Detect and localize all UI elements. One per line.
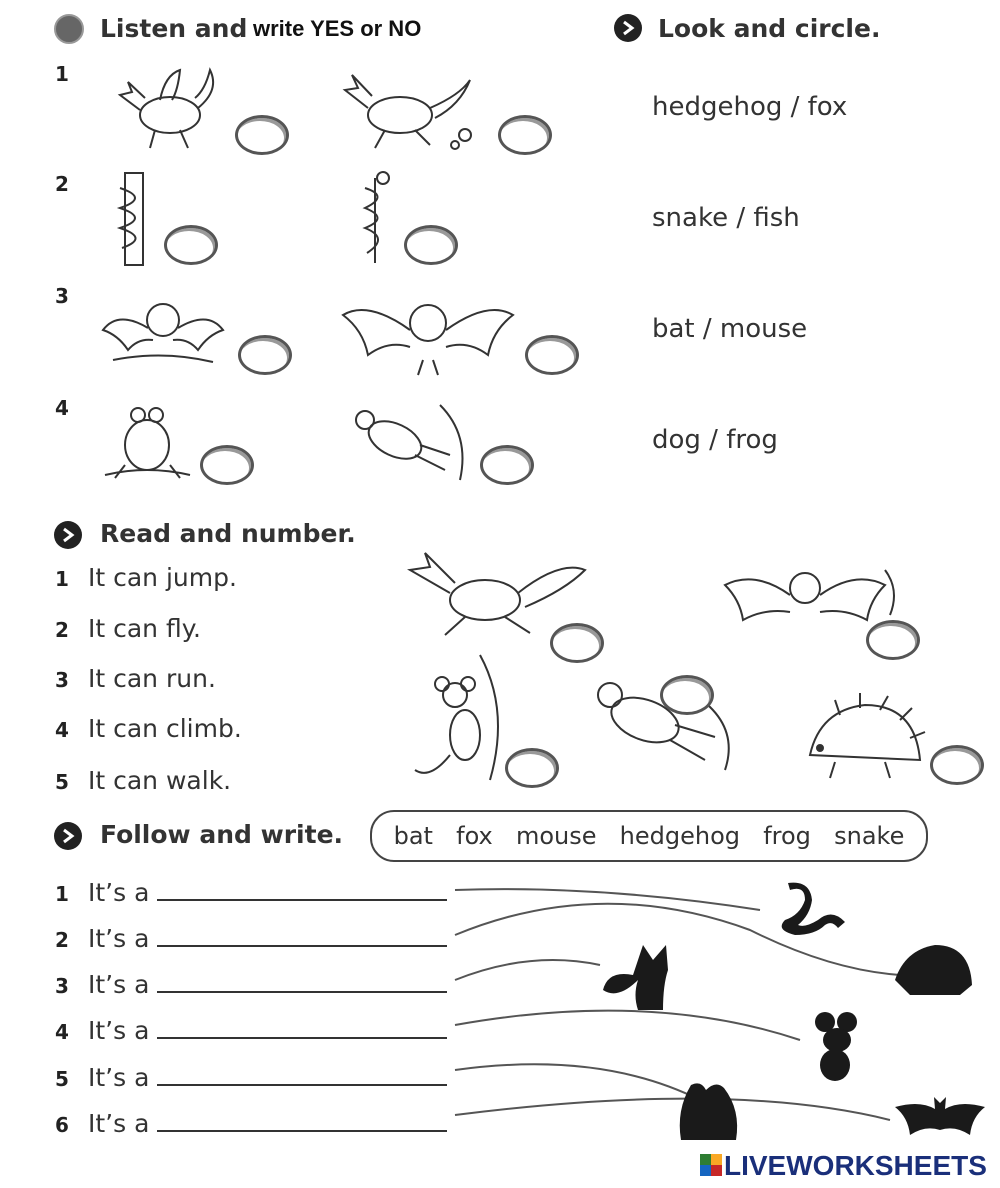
- read-title: Read and number.: [100, 519, 356, 548]
- circle-option[interactable]: snake / fish: [652, 203, 800, 233]
- hedgehog-icon: [790, 690, 930, 785]
- cd-icon: [54, 14, 84, 44]
- sentence-text: It can run.: [88, 664, 216, 693]
- listen-instruction: write YES or NO: [253, 16, 422, 41]
- look-title: Look and circle.: [658, 14, 881, 43]
- write-row-text: It’s a: [88, 1016, 150, 1045]
- word-bank: [370, 810, 928, 862]
- listen-row-number: 1: [55, 62, 69, 86]
- answer-oval[interactable]: [660, 675, 714, 715]
- arrow-right-icon: [54, 822, 82, 850]
- circle-option[interactable]: dog / frog: [652, 425, 778, 455]
- sentence-text: It can fly.: [88, 614, 201, 643]
- answer-oval[interactable]: [525, 335, 579, 375]
- mouse-silhouette-icon: [805, 1010, 865, 1085]
- write-row: [88, 1108, 447, 1138]
- tangle-line: [455, 1099, 890, 1120]
- frog-icon: [575, 665, 745, 775]
- answer-oval[interactable]: [238, 335, 292, 375]
- write-row-number: 4: [55, 1020, 69, 1044]
- arrow-right-icon: [614, 14, 642, 42]
- answer-oval[interactable]: [866, 620, 920, 660]
- fox-flying-icon: [110, 60, 230, 155]
- mouse-icon: [410, 650, 510, 785]
- fox-silhouette-icon: [598, 940, 683, 1015]
- listen-row-number: 3: [55, 284, 69, 308]
- logo-tile: [711, 1154, 722, 1165]
- bat-silhouette-icon: [890, 1095, 990, 1145]
- snake-silhouette-icon: [770, 880, 850, 945]
- write-row: [88, 1015, 447, 1045]
- answer-oval[interactable]: [930, 745, 984, 785]
- sentence-number: 4: [55, 718, 69, 742]
- write-row-number: 6: [55, 1113, 69, 1137]
- write-row-number: 5: [55, 1067, 69, 1091]
- bat-swimming-icon: [98, 290, 228, 375]
- logo-tile: [700, 1165, 711, 1176]
- sentence-text: It can walk.: [88, 766, 232, 795]
- tangle-line: [455, 889, 760, 910]
- word-bank-item: snake: [834, 822, 905, 850]
- answer-oval[interactable]: [505, 748, 559, 788]
- sentence-number: 5: [55, 770, 69, 794]
- brand-name: LIVEWORKSHEETS: [724, 1150, 987, 1181]
- sentence-number: 1: [55, 567, 69, 591]
- write-row-text: It’s a: [88, 878, 150, 907]
- listen-row-number: 2: [55, 172, 69, 196]
- tangle-line: [455, 1064, 700, 1100]
- bat-flying-icon: [338, 285, 518, 380]
- sentence-number: 3: [55, 668, 69, 692]
- frog-silhouette-icon: [676, 1080, 746, 1150]
- write-row: [88, 1062, 447, 1092]
- sentence-text: It can climb.: [88, 714, 242, 743]
- follow-title: Follow and write.: [100, 820, 344, 849]
- write-row-text: It’s a: [88, 970, 150, 999]
- word-bank-item: hedgehog: [619, 822, 741, 850]
- snake-climbing-icon: [345, 168, 405, 268]
- logo-tile: [700, 1154, 711, 1165]
- word-bank-item: fox: [456, 822, 493, 850]
- logo-tile: [711, 1165, 722, 1176]
- fox-running-icon: [330, 60, 480, 155]
- write-row-number: 2: [55, 928, 69, 952]
- frog-jumping-icon: [335, 395, 475, 485]
- answer-oval[interactable]: [550, 623, 604, 663]
- listen-title: Listen and: [100, 14, 248, 43]
- write-row-text: It’s a: [88, 1063, 150, 1092]
- circle-option[interactable]: bat / mouse: [652, 314, 808, 344]
- answer-oval[interactable]: [235, 115, 289, 155]
- arrow-right-icon: [54, 521, 82, 549]
- answer-oval[interactable]: [404, 225, 458, 265]
- answer-blank[interactable]: [157, 1062, 447, 1086]
- word-bank-item: mouse: [515, 822, 597, 850]
- answer-oval[interactable]: [480, 445, 534, 485]
- answer-blank[interactable]: [157, 1108, 447, 1132]
- tangle-line: [455, 960, 600, 980]
- write-row-text: It’s a: [88, 924, 150, 953]
- word-bank-item: bat: [393, 822, 433, 850]
- write-row: [88, 969, 447, 999]
- write-row-number: 3: [55, 974, 69, 998]
- tangle-line: [455, 1011, 800, 1040]
- listen-row-number: 4: [55, 396, 69, 420]
- word-bank-item: frog: [763, 822, 811, 850]
- answer-blank[interactable]: [157, 923, 447, 947]
- snake-tree-icon: [110, 168, 160, 268]
- answer-oval[interactable]: [200, 445, 254, 485]
- circle-option[interactable]: hedgehog / fox: [652, 92, 848, 122]
- answer-blank[interactable]: [157, 877, 447, 901]
- hedgehog-silhouette-icon: [890, 940, 975, 1000]
- write-row-text: It’s a: [88, 1109, 150, 1138]
- write-row: [88, 877, 447, 907]
- write-row-number: 1: [55, 882, 69, 906]
- answer-oval[interactable]: [498, 115, 552, 155]
- sentence-text: It can jump.: [88, 563, 237, 592]
- brand-logo-icon: [700, 1154, 722, 1176]
- sentence-number: 2: [55, 618, 69, 642]
- answer-blank[interactable]: [157, 1015, 447, 1039]
- frog-sitting-icon: [100, 400, 195, 485]
- answer-blank[interactable]: [157, 969, 447, 993]
- answer-oval[interactable]: [164, 225, 218, 265]
- write-row: [88, 923, 447, 953]
